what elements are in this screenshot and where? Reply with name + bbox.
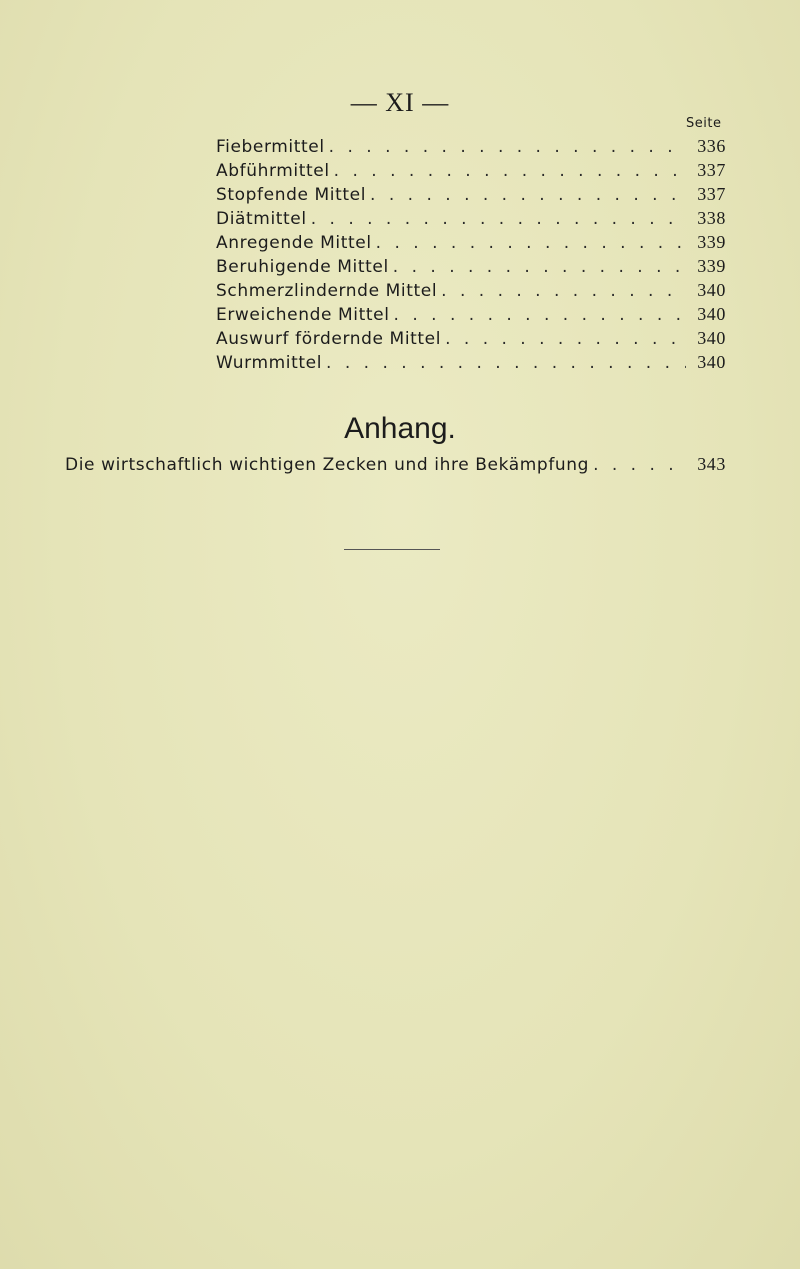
dot-leader [307, 207, 686, 231]
toc-entry-title: Schmerzlindernde Mittel [216, 281, 438, 301]
dot-leader [366, 183, 686, 207]
toc-entry-title: Wurmmittel [216, 353, 323, 373]
seite-column-label: Seite [686, 116, 722, 131]
toc-entry-title: Anregende Mittel [216, 233, 372, 253]
appendix-entry-title: Die wirtschaftlich wichtigen Zecken und ihre Bekämpfung [65, 455, 590, 475]
toc-entry-title: Auswurf fördernde Mittel [216, 329, 442, 349]
toc-entry [216, 302, 726, 326]
toc-entry-page: 340 [697, 304, 726, 324]
dot-leader [330, 159, 686, 183]
appendix-entry [65, 452, 726, 476]
appendix-entry-page: 343 [697, 454, 726, 474]
toc-entry [216, 134, 726, 158]
toc-entry [216, 230, 726, 254]
toc-entry [216, 254, 726, 278]
toc-entry-page: 340 [697, 352, 726, 372]
toc-entry-page: 338 [697, 208, 726, 228]
toc-entry-page: 340 [697, 328, 726, 348]
dot-leader [389, 255, 686, 279]
toc-entry-title: Fiebermittel [216, 137, 325, 157]
dot-leader [372, 231, 686, 255]
table-of-contents [216, 134, 726, 374]
toc-entry [216, 182, 726, 206]
dot-leader [589, 453, 686, 477]
toc-entry [216, 326, 726, 350]
page-number: — XI — [350, 88, 450, 117]
toc-entry-page: 336 [697, 136, 726, 156]
appendix-heading: Anhang. [344, 412, 456, 445]
dot-leader [441, 327, 686, 351]
toc-entry-page: 339 [697, 232, 726, 252]
toc-entry [216, 350, 726, 374]
dot-leader [437, 279, 686, 303]
toc-entry-page: 337 [697, 160, 726, 180]
toc-entry-title: Stopfende Mittel [216, 185, 367, 205]
toc-entry [216, 278, 726, 302]
dot-leader [390, 303, 686, 327]
toc-entry-title: Erweichende Mittel [216, 305, 390, 325]
end-rule [344, 549, 440, 550]
toc-entry-page: 340 [697, 280, 726, 300]
toc-entry-page: 337 [697, 184, 726, 204]
toc-entry [216, 206, 726, 230]
toc-entry-title: Beruhigende Mittel [216, 257, 389, 277]
dot-leader [325, 135, 686, 159]
toc-entry-title: Diätmittel [216, 209, 307, 229]
dot-leader [322, 351, 686, 375]
toc-entry-page: 339 [697, 256, 726, 276]
toc-entry-title: Abführmittel [216, 161, 330, 181]
toc-entry [216, 158, 726, 182]
